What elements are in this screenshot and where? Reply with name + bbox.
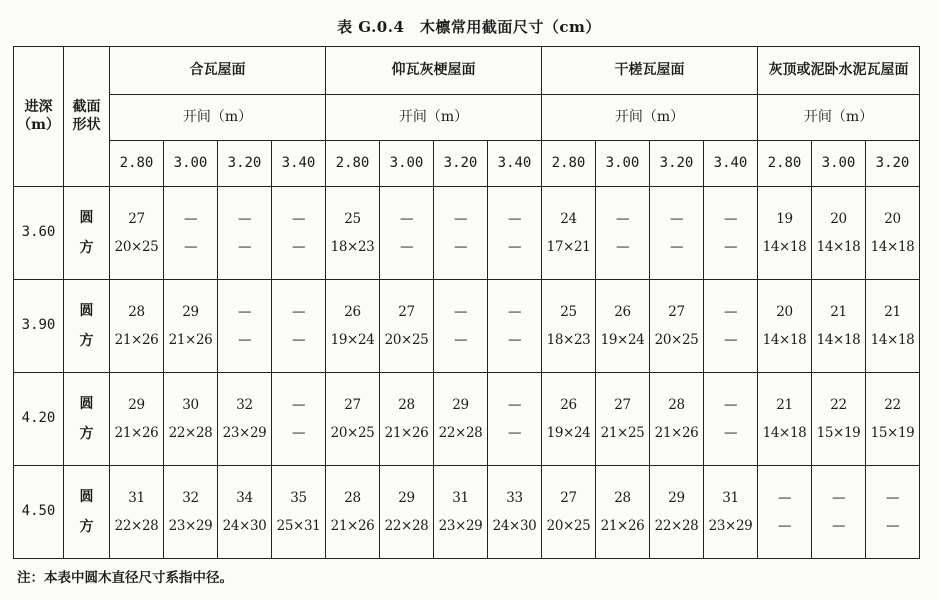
square-section: 23×29 bbox=[222, 425, 267, 441]
square-section: — bbox=[291, 425, 306, 441]
size-cell bbox=[380, 280, 434, 373]
square-section: — bbox=[615, 239, 630, 255]
square-section: — bbox=[507, 332, 522, 348]
depth-value: 4.20 bbox=[14, 373, 64, 466]
square-section: 20×25 bbox=[114, 239, 159, 255]
size-cell bbox=[758, 280, 812, 373]
square-section: 25×31 bbox=[276, 518, 321, 534]
round-diameter: — bbox=[885, 490, 900, 506]
group-header: 干槎瓦屋面 bbox=[542, 47, 758, 95]
round-diameter: — bbox=[615, 211, 630, 227]
round-diameter: 25 bbox=[344, 211, 361, 227]
round-diameter: — bbox=[723, 304, 738, 320]
size-cell bbox=[596, 466, 650, 559]
round-diameter: — bbox=[723, 211, 738, 227]
size-cell bbox=[758, 373, 812, 466]
size-cell bbox=[488, 280, 542, 373]
size-cell bbox=[110, 373, 164, 466]
size-cell bbox=[542, 466, 596, 559]
round-diameter: 21 bbox=[776, 397, 793, 413]
square-section: 23×29 bbox=[168, 518, 213, 534]
round-diameter: 29 bbox=[128, 397, 145, 413]
round-diameter: 21 bbox=[884, 304, 901, 320]
size-cell bbox=[866, 466, 920, 559]
round-diameter: 25 bbox=[560, 304, 577, 320]
round-diameter: — bbox=[831, 490, 846, 506]
square-section: 20×25 bbox=[384, 332, 429, 348]
shape-label: 圆 bbox=[79, 489, 94, 505]
round-diameter: 32 bbox=[182, 490, 199, 506]
size-cell bbox=[812, 280, 866, 373]
square-section: 19×24 bbox=[330, 332, 375, 348]
round-diameter: 27 bbox=[560, 490, 577, 506]
span-value: 2.80 bbox=[110, 141, 164, 187]
square-section: 20×25 bbox=[654, 332, 699, 348]
size-cell bbox=[758, 466, 812, 559]
shape-label: 方 bbox=[79, 333, 94, 349]
shape-label: 方 bbox=[79, 240, 94, 256]
square-section: — bbox=[831, 518, 846, 534]
depth-value: 3.90 bbox=[14, 280, 64, 373]
square-section: 15×19 bbox=[870, 425, 915, 441]
square-section: 17×21 bbox=[546, 239, 591, 255]
round-diameter: 27 bbox=[128, 211, 145, 227]
size-cell bbox=[542, 373, 596, 466]
square-section: 22×28 bbox=[168, 425, 213, 441]
square-section: 21×26 bbox=[114, 332, 159, 348]
round-diameter: — bbox=[669, 211, 684, 227]
size-cell bbox=[326, 373, 380, 466]
square-section: — bbox=[507, 425, 522, 441]
square-section: 14×18 bbox=[762, 239, 807, 255]
group-header: 合瓦屋面 bbox=[110, 47, 326, 95]
size-cell bbox=[866, 373, 920, 466]
size-cell bbox=[488, 466, 542, 559]
round-diameter: — bbox=[291, 211, 306, 227]
group-header: 灰顶或泥卧水泥瓦屋面 bbox=[758, 47, 920, 95]
size-cell bbox=[596, 187, 650, 280]
round-diameter: 33 bbox=[506, 490, 523, 506]
round-diameter: 26 bbox=[560, 397, 577, 413]
round-diameter: 20 bbox=[884, 211, 901, 227]
size-cell bbox=[326, 466, 380, 559]
size-cell bbox=[110, 187, 164, 280]
timber-purlin-table bbox=[13, 46, 920, 559]
size-cell bbox=[380, 187, 434, 280]
round-diameter: 29 bbox=[668, 490, 685, 506]
size-cell bbox=[110, 280, 164, 373]
size-cell bbox=[380, 466, 434, 559]
square-section: — bbox=[777, 518, 792, 534]
round-diameter: — bbox=[183, 211, 198, 227]
span-value: 3.20 bbox=[218, 141, 272, 187]
square-section: — bbox=[399, 239, 414, 255]
size-cell bbox=[596, 373, 650, 466]
table-row bbox=[14, 466, 920, 559]
square-section: 21×26 bbox=[168, 332, 213, 348]
span-value: 3.00 bbox=[380, 141, 434, 187]
round-diameter: 28 bbox=[668, 397, 685, 413]
round-diameter: 29 bbox=[398, 490, 415, 506]
round-diameter: 30 bbox=[182, 397, 199, 413]
square-section: 24×30 bbox=[492, 518, 537, 534]
size-cell bbox=[218, 373, 272, 466]
round-diameter: 22 bbox=[884, 397, 901, 413]
round-diameter: 35 bbox=[290, 490, 307, 506]
span-value: 3.40 bbox=[488, 141, 542, 187]
round-diameter: 26 bbox=[614, 304, 631, 320]
size-cell bbox=[542, 280, 596, 373]
square-section: 22×28 bbox=[438, 425, 483, 441]
square-section: — bbox=[453, 332, 468, 348]
square-section: 14×18 bbox=[816, 332, 861, 348]
round-diameter: 24 bbox=[560, 211, 577, 227]
size-cell bbox=[272, 280, 326, 373]
size-cell bbox=[650, 187, 704, 280]
size-cell bbox=[812, 187, 866, 280]
square-section: 20×25 bbox=[546, 518, 591, 534]
square-section: — bbox=[453, 239, 468, 255]
round-diameter: 32 bbox=[236, 397, 253, 413]
size-cell bbox=[812, 373, 866, 466]
size-cell bbox=[650, 373, 704, 466]
round-diameter: 28 bbox=[128, 304, 145, 320]
square-section: 14×18 bbox=[870, 239, 915, 255]
span-value: 2.80 bbox=[326, 141, 380, 187]
square-section: 22×28 bbox=[384, 518, 429, 534]
size-cell bbox=[110, 466, 164, 559]
span-value: 3.00 bbox=[812, 141, 866, 187]
square-section: — bbox=[291, 239, 306, 255]
round-diameter: 31 bbox=[128, 490, 145, 506]
round-diameter: — bbox=[723, 397, 738, 413]
span-value: 3.40 bbox=[704, 141, 758, 187]
square-section: 15×19 bbox=[816, 425, 861, 441]
size-cell bbox=[164, 280, 218, 373]
square-section: 18×23 bbox=[546, 332, 591, 348]
size-cell bbox=[704, 466, 758, 559]
square-section: 21×26 bbox=[330, 518, 375, 534]
round-diameter: 22 bbox=[830, 397, 847, 413]
size-cell bbox=[650, 466, 704, 559]
table-note: 注：本表中圆木直径尺寸系指中径。 bbox=[17, 570, 233, 586]
span-label: 开间（m） bbox=[542, 95, 758, 141]
round-diameter: — bbox=[777, 490, 792, 506]
round-diameter: — bbox=[291, 304, 306, 320]
square-section: 21×26 bbox=[600, 518, 645, 534]
square-section: — bbox=[237, 239, 252, 255]
size-cell bbox=[272, 373, 326, 466]
size-cell bbox=[488, 187, 542, 280]
table-row bbox=[14, 373, 920, 466]
span-label: 开间（m） bbox=[110, 95, 326, 141]
round-diameter: 29 bbox=[182, 304, 199, 320]
round-diameter: 31 bbox=[722, 490, 739, 506]
table-row bbox=[14, 280, 920, 373]
span-label: 开间（m） bbox=[758, 95, 920, 141]
size-cell bbox=[164, 187, 218, 280]
group-header: 仰瓦灰梗屋面 bbox=[326, 47, 542, 95]
shape-cell bbox=[64, 187, 110, 280]
size-cell bbox=[704, 373, 758, 466]
size-cell bbox=[542, 187, 596, 280]
size-cell bbox=[218, 280, 272, 373]
span-value: 3.20 bbox=[650, 141, 704, 187]
round-diameter: 20 bbox=[830, 211, 847, 227]
round-diameter: 27 bbox=[614, 397, 631, 413]
round-diameter: 27 bbox=[344, 397, 361, 413]
square-section: 18×23 bbox=[330, 239, 375, 255]
round-diameter: 29 bbox=[452, 397, 469, 413]
square-section: — bbox=[183, 239, 198, 255]
round-diameter: 28 bbox=[344, 490, 361, 506]
size-cell bbox=[650, 280, 704, 373]
shape-cell bbox=[64, 466, 110, 559]
size-cell bbox=[434, 280, 488, 373]
round-diameter: — bbox=[453, 211, 468, 227]
round-diameter: 28 bbox=[614, 490, 631, 506]
table-row bbox=[14, 187, 920, 280]
span-value: 2.80 bbox=[542, 141, 596, 187]
square-section: 14×18 bbox=[762, 332, 807, 348]
size-cell bbox=[164, 373, 218, 466]
square-section: 19×24 bbox=[600, 332, 645, 348]
size-cell bbox=[272, 466, 326, 559]
square-section: — bbox=[723, 239, 738, 255]
span-label: 开间（m） bbox=[326, 95, 542, 141]
size-cell bbox=[704, 187, 758, 280]
square-section: 14×18 bbox=[816, 239, 861, 255]
span-value: 3.00 bbox=[164, 141, 218, 187]
size-cell bbox=[326, 187, 380, 280]
shape-label: 方 bbox=[79, 426, 94, 442]
depth-value: 4.50 bbox=[14, 466, 64, 559]
depth-header: 进深 （m） bbox=[14, 47, 64, 187]
round-diameter: 26 bbox=[344, 304, 361, 320]
round-diameter: — bbox=[399, 211, 414, 227]
round-diameter: 31 bbox=[452, 490, 469, 506]
square-section: — bbox=[669, 239, 684, 255]
square-section: 22×28 bbox=[114, 518, 159, 534]
size-cell bbox=[164, 466, 218, 559]
size-cell bbox=[434, 187, 488, 280]
round-diameter: 34 bbox=[236, 490, 253, 506]
size-cell bbox=[812, 466, 866, 559]
size-cell bbox=[704, 280, 758, 373]
round-diameter: 19 bbox=[776, 211, 793, 227]
round-diameter: 27 bbox=[668, 304, 685, 320]
shape-label: 方 bbox=[79, 519, 94, 535]
square-section: 23×29 bbox=[708, 518, 753, 534]
size-cell bbox=[758, 187, 812, 280]
square-section: 14×18 bbox=[762, 425, 807, 441]
table-title: 表 G.0.4 木檩常用截面尺寸（cm） bbox=[337, 18, 601, 36]
size-cell bbox=[434, 373, 488, 466]
round-diameter: — bbox=[291, 397, 306, 413]
size-cell bbox=[272, 187, 326, 280]
size-cell bbox=[434, 466, 488, 559]
square-section: — bbox=[723, 332, 738, 348]
square-section: 20×25 bbox=[330, 425, 375, 441]
square-section: 24×30 bbox=[222, 518, 267, 534]
size-cell bbox=[866, 280, 920, 373]
square-section: 23×29 bbox=[438, 518, 483, 534]
size-cell bbox=[380, 373, 434, 466]
square-section: 21×26 bbox=[384, 425, 429, 441]
square-section: 21×25 bbox=[600, 425, 645, 441]
shape-header: 截面 形状 bbox=[64, 47, 110, 187]
shape-label: 圆 bbox=[79, 303, 94, 319]
square-section: 21×26 bbox=[654, 425, 699, 441]
span-value: 3.20 bbox=[434, 141, 488, 187]
size-cell bbox=[218, 466, 272, 559]
square-section: — bbox=[885, 518, 900, 534]
square-section: — bbox=[723, 425, 738, 441]
size-cell bbox=[218, 187, 272, 280]
span-value: 3.40 bbox=[272, 141, 326, 187]
square-section: 19×24 bbox=[546, 425, 591, 441]
round-diameter: 21 bbox=[830, 304, 847, 320]
size-cell bbox=[866, 187, 920, 280]
round-diameter: — bbox=[237, 304, 252, 320]
size-cell bbox=[488, 373, 542, 466]
round-diameter: 20 bbox=[776, 304, 793, 320]
square-section: 14×18 bbox=[870, 332, 915, 348]
round-diameter: — bbox=[507, 304, 522, 320]
round-diameter: — bbox=[237, 211, 252, 227]
span-value: 2.80 bbox=[758, 141, 812, 187]
shape-cell bbox=[64, 373, 110, 466]
shape-label: 圆 bbox=[79, 210, 94, 226]
round-diameter: 27 bbox=[398, 304, 415, 320]
square-section: 22×28 bbox=[654, 518, 699, 534]
span-value: 3.20 bbox=[866, 141, 920, 187]
round-diameter: — bbox=[507, 211, 522, 227]
depth-value: 3.60 bbox=[14, 187, 64, 280]
span-value: 3.00 bbox=[596, 141, 650, 187]
square-section: — bbox=[291, 332, 306, 348]
size-cell bbox=[596, 280, 650, 373]
size-cell bbox=[326, 280, 380, 373]
round-diameter: 28 bbox=[398, 397, 415, 413]
shape-cell bbox=[64, 280, 110, 373]
shape-label: 圆 bbox=[79, 396, 94, 412]
square-section: 21×26 bbox=[114, 425, 159, 441]
square-section: — bbox=[237, 332, 252, 348]
round-diameter: — bbox=[453, 304, 468, 320]
round-diameter: — bbox=[507, 397, 522, 413]
square-section: — bbox=[507, 239, 522, 255]
